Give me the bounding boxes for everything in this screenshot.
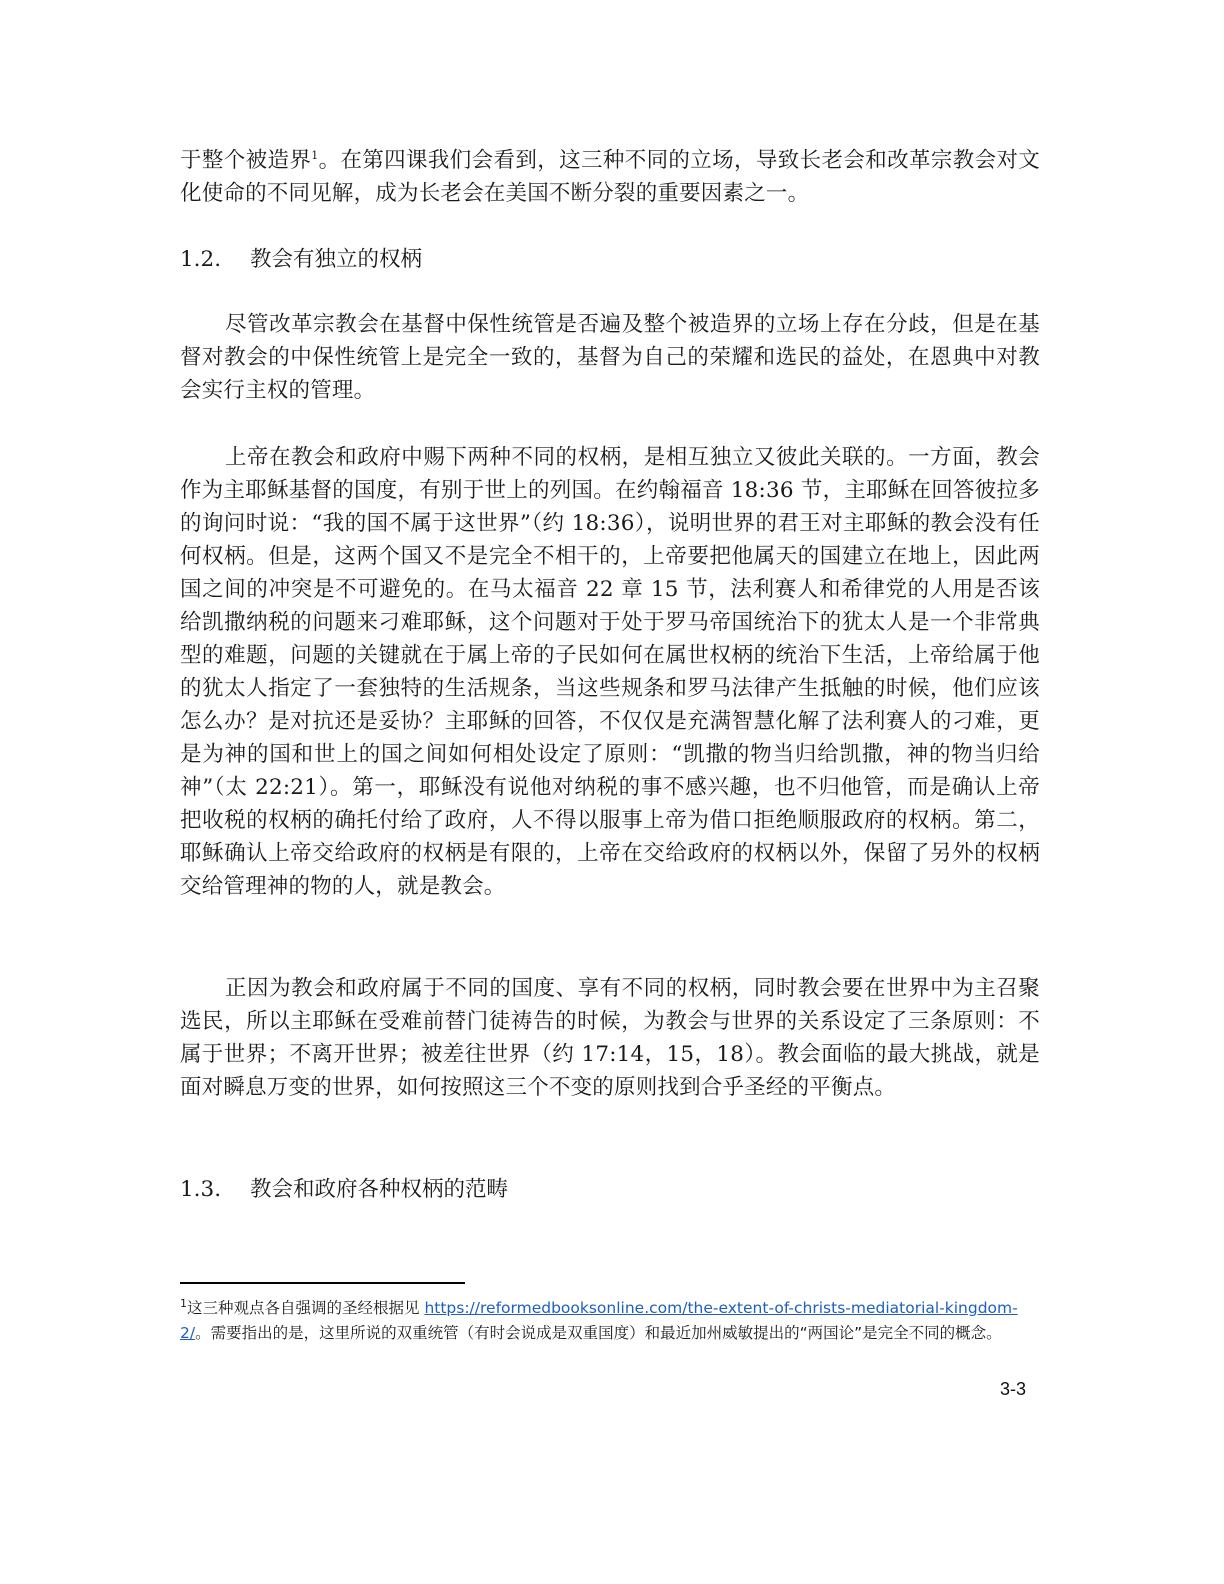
paragraph: 上帝在教会和政府中赐下两种不同的权柄，是相互独立又彼此关联的。一方面，教会作为主耶稣基督的国度，有别于世上的列国。在约翰福音 18:36 节，主耶稣在回答彼拉多的询问时说：“我的国不属于这世界”（约 18:36），说明世界的君王对主耶稣的教会没有任何权柄。但是，这两个国又不是完全不相干的，上帝要把他属天的国建立在地上，因此两国之间的冲突是不可避免的。在马太福音 22 章 15 节，法利赛人和希律党的人用是否该给凯撒纳税的问题来刁难耶稣，这个问题对于处于罗马帝国统治下的犹太人是一个非常典型的难题，问题的关键就在于属上帝的子民如何在属世权柄的统治下生活，上帝给属于他的犹太人指定了一套独特的生活规条，当这些规条和罗马法律产生抵触的时候，他们应该怎么办？是对抗还是妥协？主耶稣的回答，不仅仅是充满智慧化解了法利赛人的刁难，更是为神的国和世上的国之间如何相处设定了原则：“凯撒的物当归给凯撒，神的物当归给神”（太 22:21）。第一，耶稣没有说他对纳税的事不感兴趣，也不归他管，而是确认上帝把收税的权柄的确托付给了政府，人不得以服事上帝为借口拒绝顺服政府的权柄。第二，耶稣确认上帝交给政府的权柄是有限的，上帝在交给政府的权柄以外，保留了另外的权柄交给管理神的物的人，就是教会。 xyxy=(180,445,1040,899)
footnote-link[interactable]: https://reformedbooksonline.com/the-extent-of-christs-mediatorial-kingdom-2/ xyxy=(180,1299,1018,1342)
footnote-reference[interactable]: 1 xyxy=(311,148,319,162)
paragraph: 尽管改革宗教会在基督中保性统管是否遍及整个被造界的立场上存在分歧，但是在基督对教会的中保性统管上是完全一致的，基督为自己的荣耀和选民的益处，在恩典中对教会实行主权的管理。 xyxy=(180,312,1040,403)
page-number: 3-3 xyxy=(1000,1379,1027,1399)
footnote-text: 这三种观点各自强调的圣经根据见 xyxy=(187,1299,425,1317)
section-number: 1.3. xyxy=(180,1177,222,1202)
section-number: 1.2. xyxy=(180,247,222,272)
paragraph-text: 于整个被造界 xyxy=(180,148,312,173)
paragraph-text: 。在第四课我们会看到，这三种不同的立场，导致长老会和改革宗教会对文化使命的不同见解，成为长老会在美国不断分裂的重要因素之一。 xyxy=(180,148,1040,206)
section-heading-1-3 xyxy=(180,1173,508,1206)
footnote-marker: 1 xyxy=(180,1296,187,1310)
section-title: 教会和政府各种权柄的范畴 xyxy=(250,1177,509,1202)
paragraph: 正因为教会和政府属于不同的国度、享有不同的权柄，同时教会要在世界中为主召聚选民，所以主耶稣在受难前替门徒祷告的时候，为教会与世界的关系设定了三条原则：不属于世界；不离开世界；被差往世界（约 17:14，15，18）。教会面临的最大挑战，就是面对瞬息万变的世界，如何按照这三个不变的原则找到合乎圣经的平衡点。 xyxy=(180,976,1040,1100)
section-heading-1-2 xyxy=(180,243,422,276)
section-title: 教会有独立的权柄 xyxy=(250,247,423,272)
paragraph-continuation xyxy=(180,144,1040,210)
footnote-divider xyxy=(180,1282,465,1284)
footnote xyxy=(180,1296,1040,1346)
footnote-text: 。需要指出的是，这里所说的双重统管（有时会说成是双重国度）和最近加州威敏提出的“两国论”是完全不同的概念。 xyxy=(195,1324,1002,1342)
